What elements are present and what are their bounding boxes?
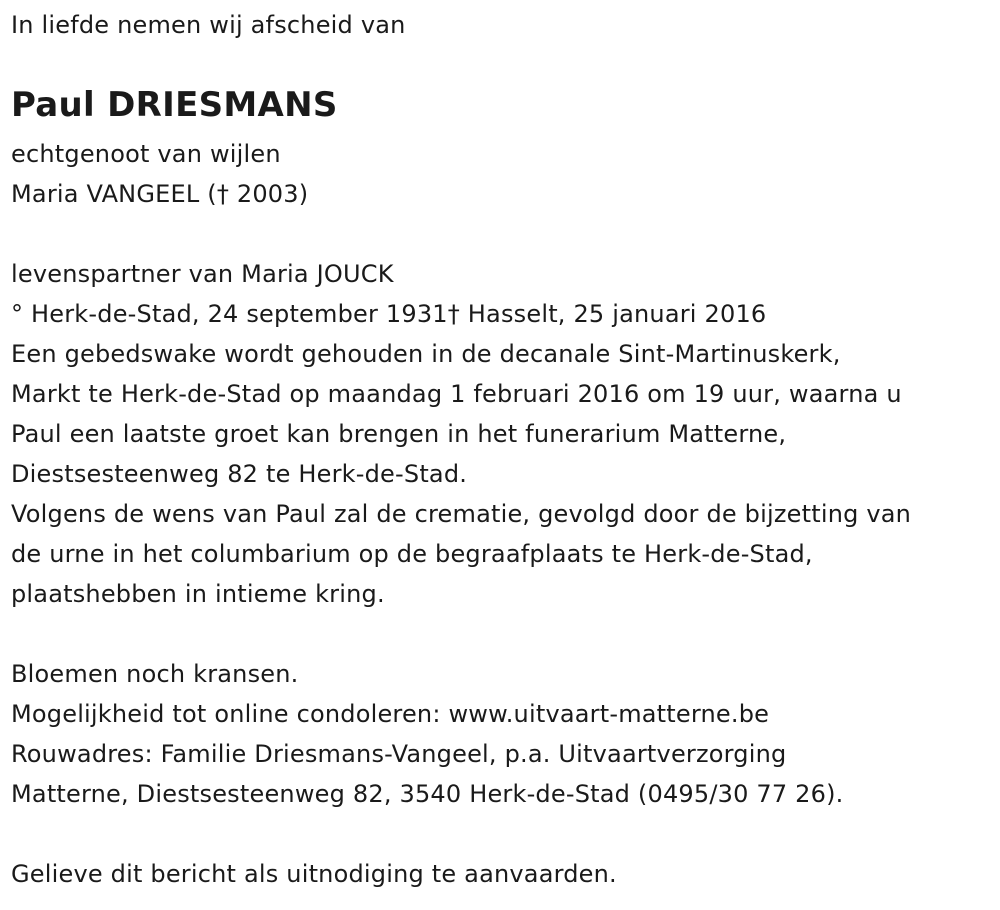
spouse-line-2: Maria VANGEEL († 2003) bbox=[11, 180, 309, 208]
wake-line: Markt te Herk-de-Stad op maandag 1 februari 2016 om 19 uur, waarna u bbox=[11, 380, 902, 408]
deceased-name: Paul DRIESMANS bbox=[11, 85, 338, 125]
spouse-line-1: echtgenoot van wijlen bbox=[11, 140, 281, 168]
address-line: Matterne, Diestsesteenweg 82, 3540 Herk-de-Stad (0495/30 77 26). bbox=[11, 780, 844, 808]
partner-line: levenspartner van Maria JOUCK bbox=[11, 260, 394, 288]
closing-line: Gelieve dit bericht als uitnodiging te aanvaarden. bbox=[11, 860, 617, 888]
wake-line: Paul een laatste groet kan brengen in het funerarium Matterne, bbox=[11, 420, 787, 448]
birth-death-line: ° Herk-de-Stad, 24 september 1931† Hasselt, 25 januari 2016 bbox=[11, 300, 767, 328]
address-line: Rouwadres: Familie Driesmans-Vangeel, p.a. Uitvaartverzorging bbox=[11, 740, 787, 768]
cremation-line: plaatshebben in intieme kring. bbox=[11, 580, 385, 608]
condolence-line: Mogelijkheid tot online condoleren: www.uitvaart-matterne.be bbox=[11, 700, 770, 728]
wake-line: Diestsesteenweg 82 te Herk-de-Stad. bbox=[11, 460, 468, 488]
intro-text: In liefde nemen wij afscheid van bbox=[11, 11, 406, 39]
cremation-line: Volgens de wens van Paul zal de crematie, gevolgd door de bijzetting van bbox=[11, 500, 912, 528]
flowers-line: Bloemen noch kransen. bbox=[11, 660, 299, 688]
wake-line: Een gebedswake wordt gehouden in de decanale Sint-Martinuskerk, bbox=[11, 340, 841, 368]
cremation-line: de urne in het columbarium op de begraafplaats te Herk-de-Stad, bbox=[11, 540, 813, 568]
